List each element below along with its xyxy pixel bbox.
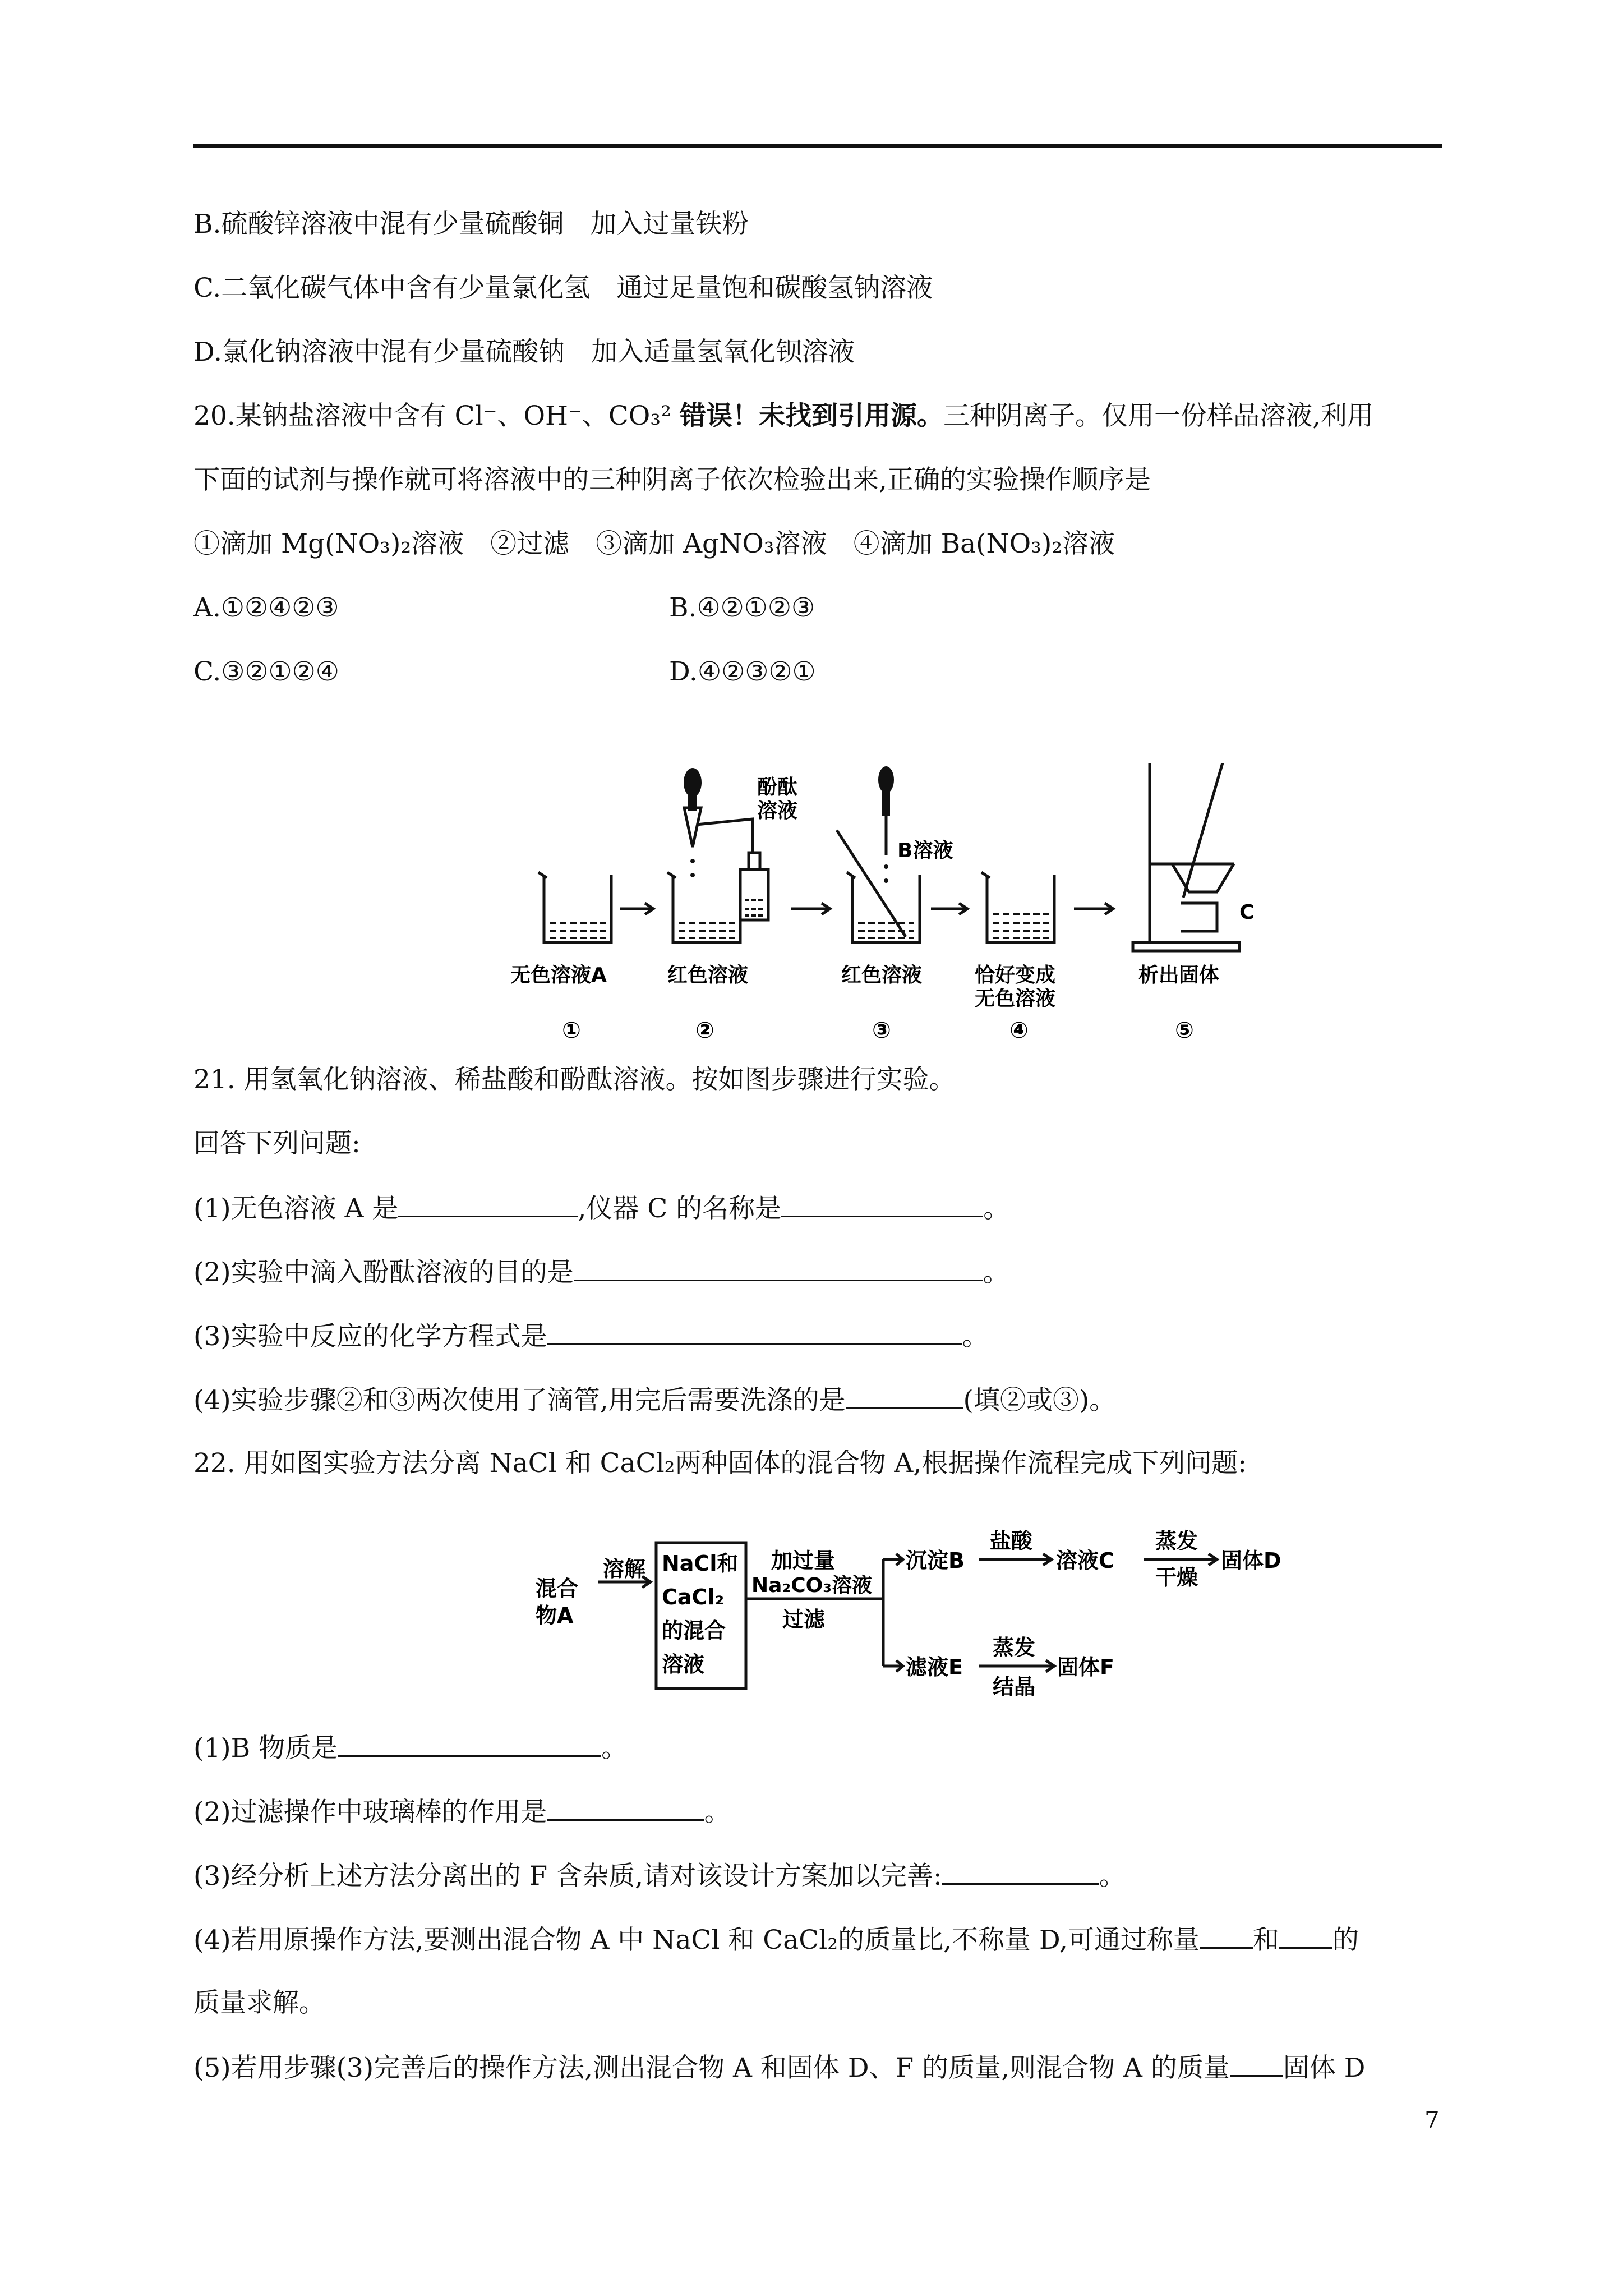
q20-stem-line2: 下面的试剂与操作就可将溶液中的三种阴离子依次检验出来,正确的实验操作顺序是 xyxy=(193,464,1151,495)
fig-c-label: C xyxy=(1239,901,1255,924)
flow-box-1: NaCl和 xyxy=(662,1551,739,1576)
answer-blank[interactable] xyxy=(781,1191,983,1217)
flow-box-3: 的混合 xyxy=(662,1618,726,1643)
q19-option-d: D.氯化钠溶液中混有少量硫酸钠 加入适量氢氧化钡溶液 xyxy=(193,337,855,367)
fig-num-5: ⑤ xyxy=(1175,1018,1194,1043)
q22-part4: (4)若用原操作方法,要测出混合物 A 中 NaCl 和 CaCl₂的质量比,不称量 D,可通过称量 和 的 xyxy=(193,1922,1359,1957)
fig-caption-2: 红色溶液 xyxy=(667,964,749,987)
flow-box-2: CaCl₂ xyxy=(662,1585,725,1609)
iron-stand xyxy=(1133,763,1239,951)
flow-reagent-3: 过滤 xyxy=(782,1607,826,1632)
fig-num-1: ① xyxy=(562,1018,581,1043)
fig-num-3: ③ xyxy=(872,1018,891,1043)
flow-box-4: 溶液 xyxy=(662,1652,705,1677)
flow-hcl: 盐酸 xyxy=(990,1529,1033,1553)
q22-part1: (1)B 物质是 。 xyxy=(193,1731,628,1765)
dropper-2 xyxy=(684,808,701,847)
q20-operations: ①滴加 Mg(NO₃)₂溶液 ②过滤 ③滴加 AgNO₃溶液 ④滴加 Ba(NO₃)₂溶液 xyxy=(193,528,1115,559)
fig-caption-1: 无色溶液A xyxy=(510,964,607,987)
q20-stem-a: 20.某钠盐溶液中含有 Cl⁻、OH⁻、CO₃² xyxy=(193,401,671,431)
flow-mix-1: 混合 xyxy=(536,1576,579,1601)
page-number: 7 xyxy=(1424,2106,1440,2134)
fig-caption-5: 析出固体 xyxy=(1138,964,1220,987)
answer-blank[interactable] xyxy=(942,1858,1099,1885)
q20-option-a: A.①②④②③ xyxy=(193,592,339,623)
header-rule xyxy=(193,144,1442,148)
fig-num-4: ④ xyxy=(1009,1018,1029,1043)
answer-blank[interactable] xyxy=(1279,1922,1332,1949)
q22-part2: (2)过滤操作中玻璃棒的作用是 。 xyxy=(193,1795,731,1829)
flow-sol-c: 溶液C xyxy=(1056,1548,1114,1573)
flow-mix-2: 物A xyxy=(536,1603,574,1628)
q20-stem xyxy=(193,399,1373,433)
fig-b-solution: B溶液 xyxy=(897,839,953,862)
flow-evap-dry-2: 干燥 xyxy=(1155,1565,1198,1590)
q21-prompt: 回答下列问题: xyxy=(193,1128,361,1159)
fig-caption-4b: 无色溶液 xyxy=(975,987,1056,1010)
q21-part1: (1)无色溶液 A 是 ,仪器 C 的名称是 。 xyxy=(193,1191,1009,1226)
answer-blank[interactable] xyxy=(338,1731,601,1757)
q20-stem-b: 三种阴离子。仅用一份样品溶液,利用 xyxy=(943,401,1373,431)
flow-solid-f: 固体F xyxy=(1057,1655,1114,1680)
q22-part4-cont: 质量求解。 xyxy=(193,1987,325,2018)
q19-option-c: C.二氧化碳气体中含有少量氯化氢 通过足量饱和碳酸氢钠溶液 xyxy=(193,273,933,303)
answer-blank[interactable] xyxy=(574,1255,983,1281)
flow-solid-d: 固体D xyxy=(1221,1548,1281,1573)
q22-part3: (3)经分析上述方法分离出的 F 含杂质,请对该设计方案加以完善: 。 xyxy=(193,1858,1126,1893)
flow-reagent-1: 加过量 xyxy=(771,1548,836,1573)
q20-option-c: C.③②①②④ xyxy=(193,656,339,687)
experiment-figure xyxy=(494,763,1279,1055)
q22-stem: 22. 用如图实验方法分离 NaCl 和 CaCl₂两种固体的混合物 A,根据操作流程完成下列问题: xyxy=(193,1448,1247,1479)
fig-caption-3: 红色溶液 xyxy=(841,964,923,987)
fig-num-2: ② xyxy=(695,1018,714,1043)
answer-blank[interactable] xyxy=(846,1383,963,1409)
fig-caption-4a: 恰好变成 xyxy=(975,964,1056,987)
answer-blank[interactable] xyxy=(1230,2050,1283,2077)
separation-flowchart xyxy=(536,1515,1321,1717)
answer-blank[interactable] xyxy=(398,1191,578,1217)
q20-option-b: B.④②①②③ xyxy=(669,592,815,623)
q21-part4: (4)实验步骤②和③两次使用了滴管,用完后需要洗涤的是 (填②或③)。 xyxy=(193,1383,1115,1418)
glass-rod xyxy=(837,830,906,937)
answer-blank[interactable] xyxy=(547,1795,704,1821)
q21-part3: (3)实验中反应的化学方程式是 。 xyxy=(193,1319,989,1354)
fig-phenol-2: 溶液 xyxy=(757,799,798,822)
q21-stem: 21. 用氢氧化钠溶液、稀盐酸和酚酞溶液。按如图步骤进行实验。 xyxy=(193,1064,956,1095)
fig-phenol-1: 酚酞 xyxy=(757,776,798,799)
q20-option-d: D.④②③②① xyxy=(669,656,816,687)
answer-blank[interactable] xyxy=(547,1319,962,1345)
flow-evap-cry-2: 结晶 xyxy=(993,1674,1036,1699)
q19-option-b: B.硫酸锌溶液中混有少量硫酸铜 加入过量铁粉 xyxy=(193,209,749,240)
flow-evap-cry-1: 蒸发 xyxy=(993,1635,1036,1660)
q21-part2: (2)实验中滴入酚酞溶液的目的是 。 xyxy=(193,1255,1009,1290)
answer-blank[interactable] xyxy=(1200,1922,1253,1949)
flow-dissolve: 溶解 xyxy=(603,1557,646,1581)
flow-precip-b: 沉淀B xyxy=(906,1548,965,1573)
flow-evap-dry-1: 蒸发 xyxy=(1155,1529,1198,1553)
flow-reagent-2: Na₂CO₃溶液 xyxy=(751,1574,872,1597)
q22-part5: (5)若用步骤(3)完善后的操作方法,测出混合物 A 和固体 D、F 的质量,则混合物 A 的质量 固体 D xyxy=(193,2050,1365,2085)
flow-filt-e: 滤液E xyxy=(906,1655,963,1680)
q20-error-text: 错误！未找到引用源。 xyxy=(679,401,943,431)
